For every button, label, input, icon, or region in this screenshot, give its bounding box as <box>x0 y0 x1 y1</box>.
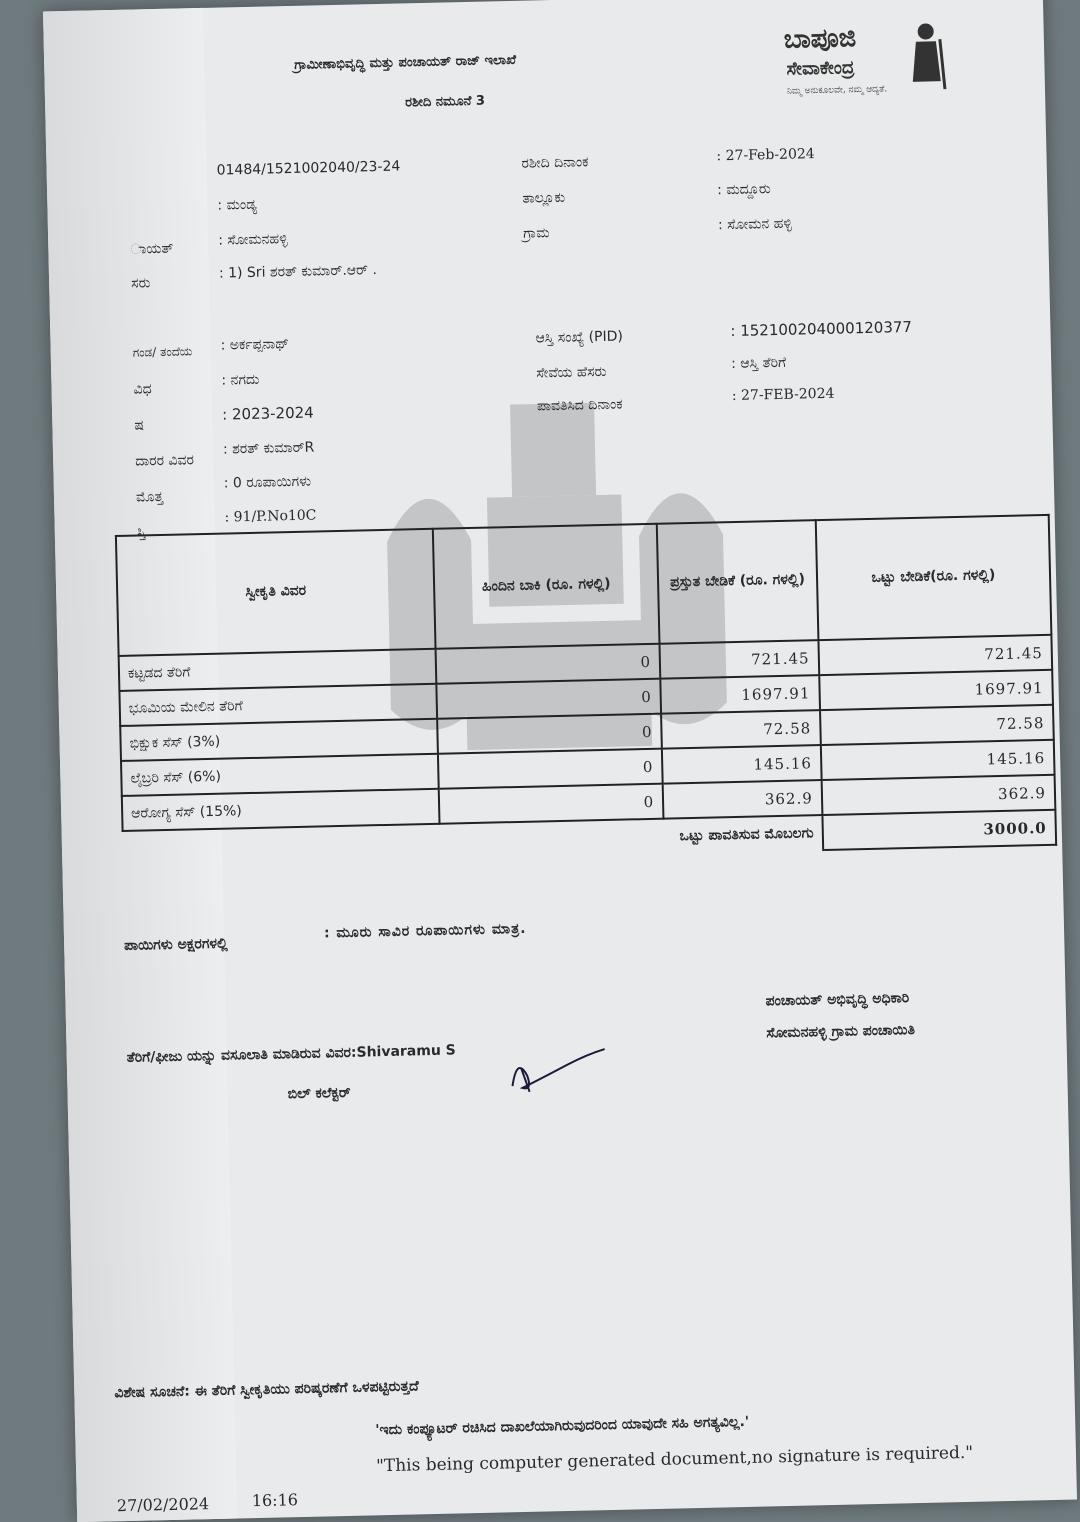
row-current: 72.58 <box>661 710 820 749</box>
assessment-year: : 2023-2024 <box>221 403 314 424</box>
officer-office: ಸೋಮನಹಳ್ಳಿ ಗ್ರಾಮ ಪಂಚಾಯಿತಿ <box>766 1022 916 1042</box>
row-previous: 0 <box>439 784 664 824</box>
row-previous: 0 <box>437 714 662 754</box>
paid-date: : 27-FEB-2024 <box>731 385 835 405</box>
taluk-label: ತಾಲ್ಲೂಕು <box>522 189 566 207</box>
print-time: 16:16 <box>251 1490 299 1511</box>
holder-value: : ಶರತ್ ಕುಮಾರ್R <box>222 439 315 458</box>
pid-label: ಆಸ್ತಿ ಸಂಖ್ಯೆ (PID) <box>535 328 624 347</box>
row-current: 362.9 <box>663 780 822 819</box>
service-label: ಸೇವೆಯ ಹೆಸರು <box>536 363 607 382</box>
taluk-value: : ಮದ್ದೂರು <box>717 181 771 199</box>
logo-tagline: ನಿಮ್ಮ ಅನುಕೂಲವೇ, ನಮ್ಮ ಆದ್ಯತೆ. <box>786 84 888 97</box>
col-header-total: ಒಟ್ಟು ಬೇಡಿಕೆ(ರೂ. ಗಳಲ್ಲಿ) <box>815 515 1051 640</box>
row-current: 721.45 <box>660 640 819 679</box>
handwritten-signature <box>507 1044 608 1096</box>
kannada-disclaimer: 'ಇದು ಕಂಪ್ಯೂಟರ್ ರಚಿಸಿದ ದಾಖಲೆಯಾಗಿರುವುದರಿಂದ ಯಾವುದೇ ಸಹಿ ಅಗತ್ಯವಿಲ್ಲ.' <box>375 1413 750 1439</box>
property-number: : 91/P.No10C <box>224 507 317 526</box>
district-value: : ಮಂಡ್ಯ <box>217 196 258 214</box>
year-label: ಷ <box>134 417 145 434</box>
panchayat-value: : ಸೋಮನಹಳ್ಳಿ <box>218 231 288 249</box>
row-current: 145.16 <box>662 745 821 784</box>
row-label: ಭಿಕ್ಷುಕ ಸೆಸ್ (3%) <box>120 719 438 761</box>
logo-center: ಸೇವಾಕೇಂದ್ರ <box>786 57 855 80</box>
row-current: 1697.91 <box>660 675 819 714</box>
amount-in-words: : ಮೂರು ಸಾವಿರ ರೂಪಾಯಿಗಳು ಮಾತ್ರ. <box>323 920 527 942</box>
row-total: 145.16 <box>821 740 1055 780</box>
receipt-sheet <box>43 0 1077 1522</box>
panchayat-label: ಾಯತ್ <box>130 240 174 258</box>
paid-date-label: ಪಾವತಿಸಿದ ದಿನಾಂಕ <box>536 396 623 415</box>
gandhi-figure-icon <box>903 21 949 92</box>
logo-name: ಬಾಪೂಜಿ <box>783 23 857 55</box>
village-label: ಗ್ರಾಮ <box>522 225 550 242</box>
row-total: 721.45 <box>818 635 1052 675</box>
row-previous: 0 <box>438 749 663 789</box>
tax-details-table <box>115 514 1057 867</box>
words-label: ಪಾಯಿಗಳು ಅಕ್ಷರಗಳಲ್ಲಿ <box>124 935 228 954</box>
english-disclaimer: "This being computer generated document,no signature is required." <box>375 1442 974 1477</box>
row-total: 72.58 <box>820 705 1054 745</box>
holder-label: ದಾರರ ವಿವರ <box>135 452 195 470</box>
pid-value: : 152100204000120377 <box>730 317 913 341</box>
print-date: 27/02/2024 <box>116 1494 210 1516</box>
receipt-form-title: ರಶೀದಿ ನಮೂನೆ 3 <box>404 93 486 111</box>
receipt-date: : 27-Feb-2024 <box>716 146 815 165</box>
payment-mode: : ನಗದು <box>221 371 260 389</box>
receipt-number: 01484/1521002040/23-24 <box>216 158 401 179</box>
row-total: 362.9 <box>821 775 1055 815</box>
row-previous: 0 <box>437 679 662 719</box>
row-label: ಆರೋಗ್ಯ ಸೆಸ್ (15%) <box>122 789 440 831</box>
total-label: ಒಟ್ಟು ಪಾವತಿಸುವ ಮೊಬಲಗು <box>440 815 823 859</box>
service-value: : ಆಸ್ತಿ ತೆರಿಗೆ <box>730 354 787 373</box>
row-label: ಕಟ್ಟಡದ ತೆರಿಗೆ <box>119 649 437 691</box>
row-label: ಭೂಮಿಯ ಮೇಲಿನ ತೆರಿಗೆ <box>119 684 437 726</box>
collector-line: ತೆರಿಗೆ/ಫೀಜು ಯನ್ನು ವಸೂಲಾತಿ ಮಾಡಿರುವ ವಿವರ:Shivaramu S <box>126 1042 456 1066</box>
special-note: ವಿಶೇಷ ಸೂಚನೆ: ಈ ತೆರಿಗೆ ಸ್ವೀಕೃತಿಯು ಪರಿಷ್ಕರಣೆಗೆ ಒಳಪಟ್ಟಿರುತ್ತದೆ <box>114 1378 419 1402</box>
amount-label: ಮೊತ್ತ <box>135 488 164 506</box>
payment-mode-label: ವಿಧ <box>133 381 152 398</box>
grand-total: 3000.0 <box>822 810 1056 850</box>
officer-title: ಪಂಚಾಯತ್ ಅಭಿವೃದ್ಧಿ ಅಧಿಕಾರಿ <box>765 990 910 1010</box>
row-total: 1697.91 <box>819 670 1053 710</box>
row-label: ಲೈಬ್ರರಿ ಸೆಸ್ (6%) <box>121 754 439 796</box>
department-title: ಗ್ರಾಮೀಣಾಭಿವೃದ್ಧಿ ಮತ್ತು ಪಂಚಾಯತ್ ರಾಜ್ ಇಲಾಖೆ <box>294 52 517 73</box>
col-header-previous: ಹಿಂದಿನ ಬಾಕಿ (ರೂ. ಗಳಲ್ಲಿ) <box>433 524 660 649</box>
payer-name-label: ಸರು <box>131 275 151 292</box>
row-previous: 0 <box>436 644 661 684</box>
col-header-current: ಪ್ರಸ್ತುತ ಬೇಡಿಕೆ (ರೂ. ಗಳಲ್ಲಿ) <box>657 520 818 644</box>
col-header-details: ಸ್ವೀಕೃತಿ ವಿವರ <box>116 529 436 656</box>
payer-name: : 1) Sri ಶರತ್ ಕುಮಾರ್.ಆರ್ . <box>218 262 378 282</box>
village-value: : ಸೋಮನ ಹಳ್ಳಿ <box>717 215 793 234</box>
receipt-date-label: ರಶೀದಿ ದಿನಾಂಕ <box>521 154 589 172</box>
father-name-label: ಗಂಡ/ ತಂದೆಯ <box>132 344 193 360</box>
father-name: : ಅರ್ಕಪ್ಪನಾಥ್ <box>220 336 290 354</box>
bapuji-seva-kendra-logo <box>783 21 953 97</box>
amount-value: : 0 ರೂಪಾಯಿಗಳು <box>223 473 312 492</box>
collector-role: ಬಿಲ್ ಕಲೆಕ್ಟರ್ <box>287 1084 351 1103</box>
property-label: ಸ್ತಿ <box>136 524 146 541</box>
